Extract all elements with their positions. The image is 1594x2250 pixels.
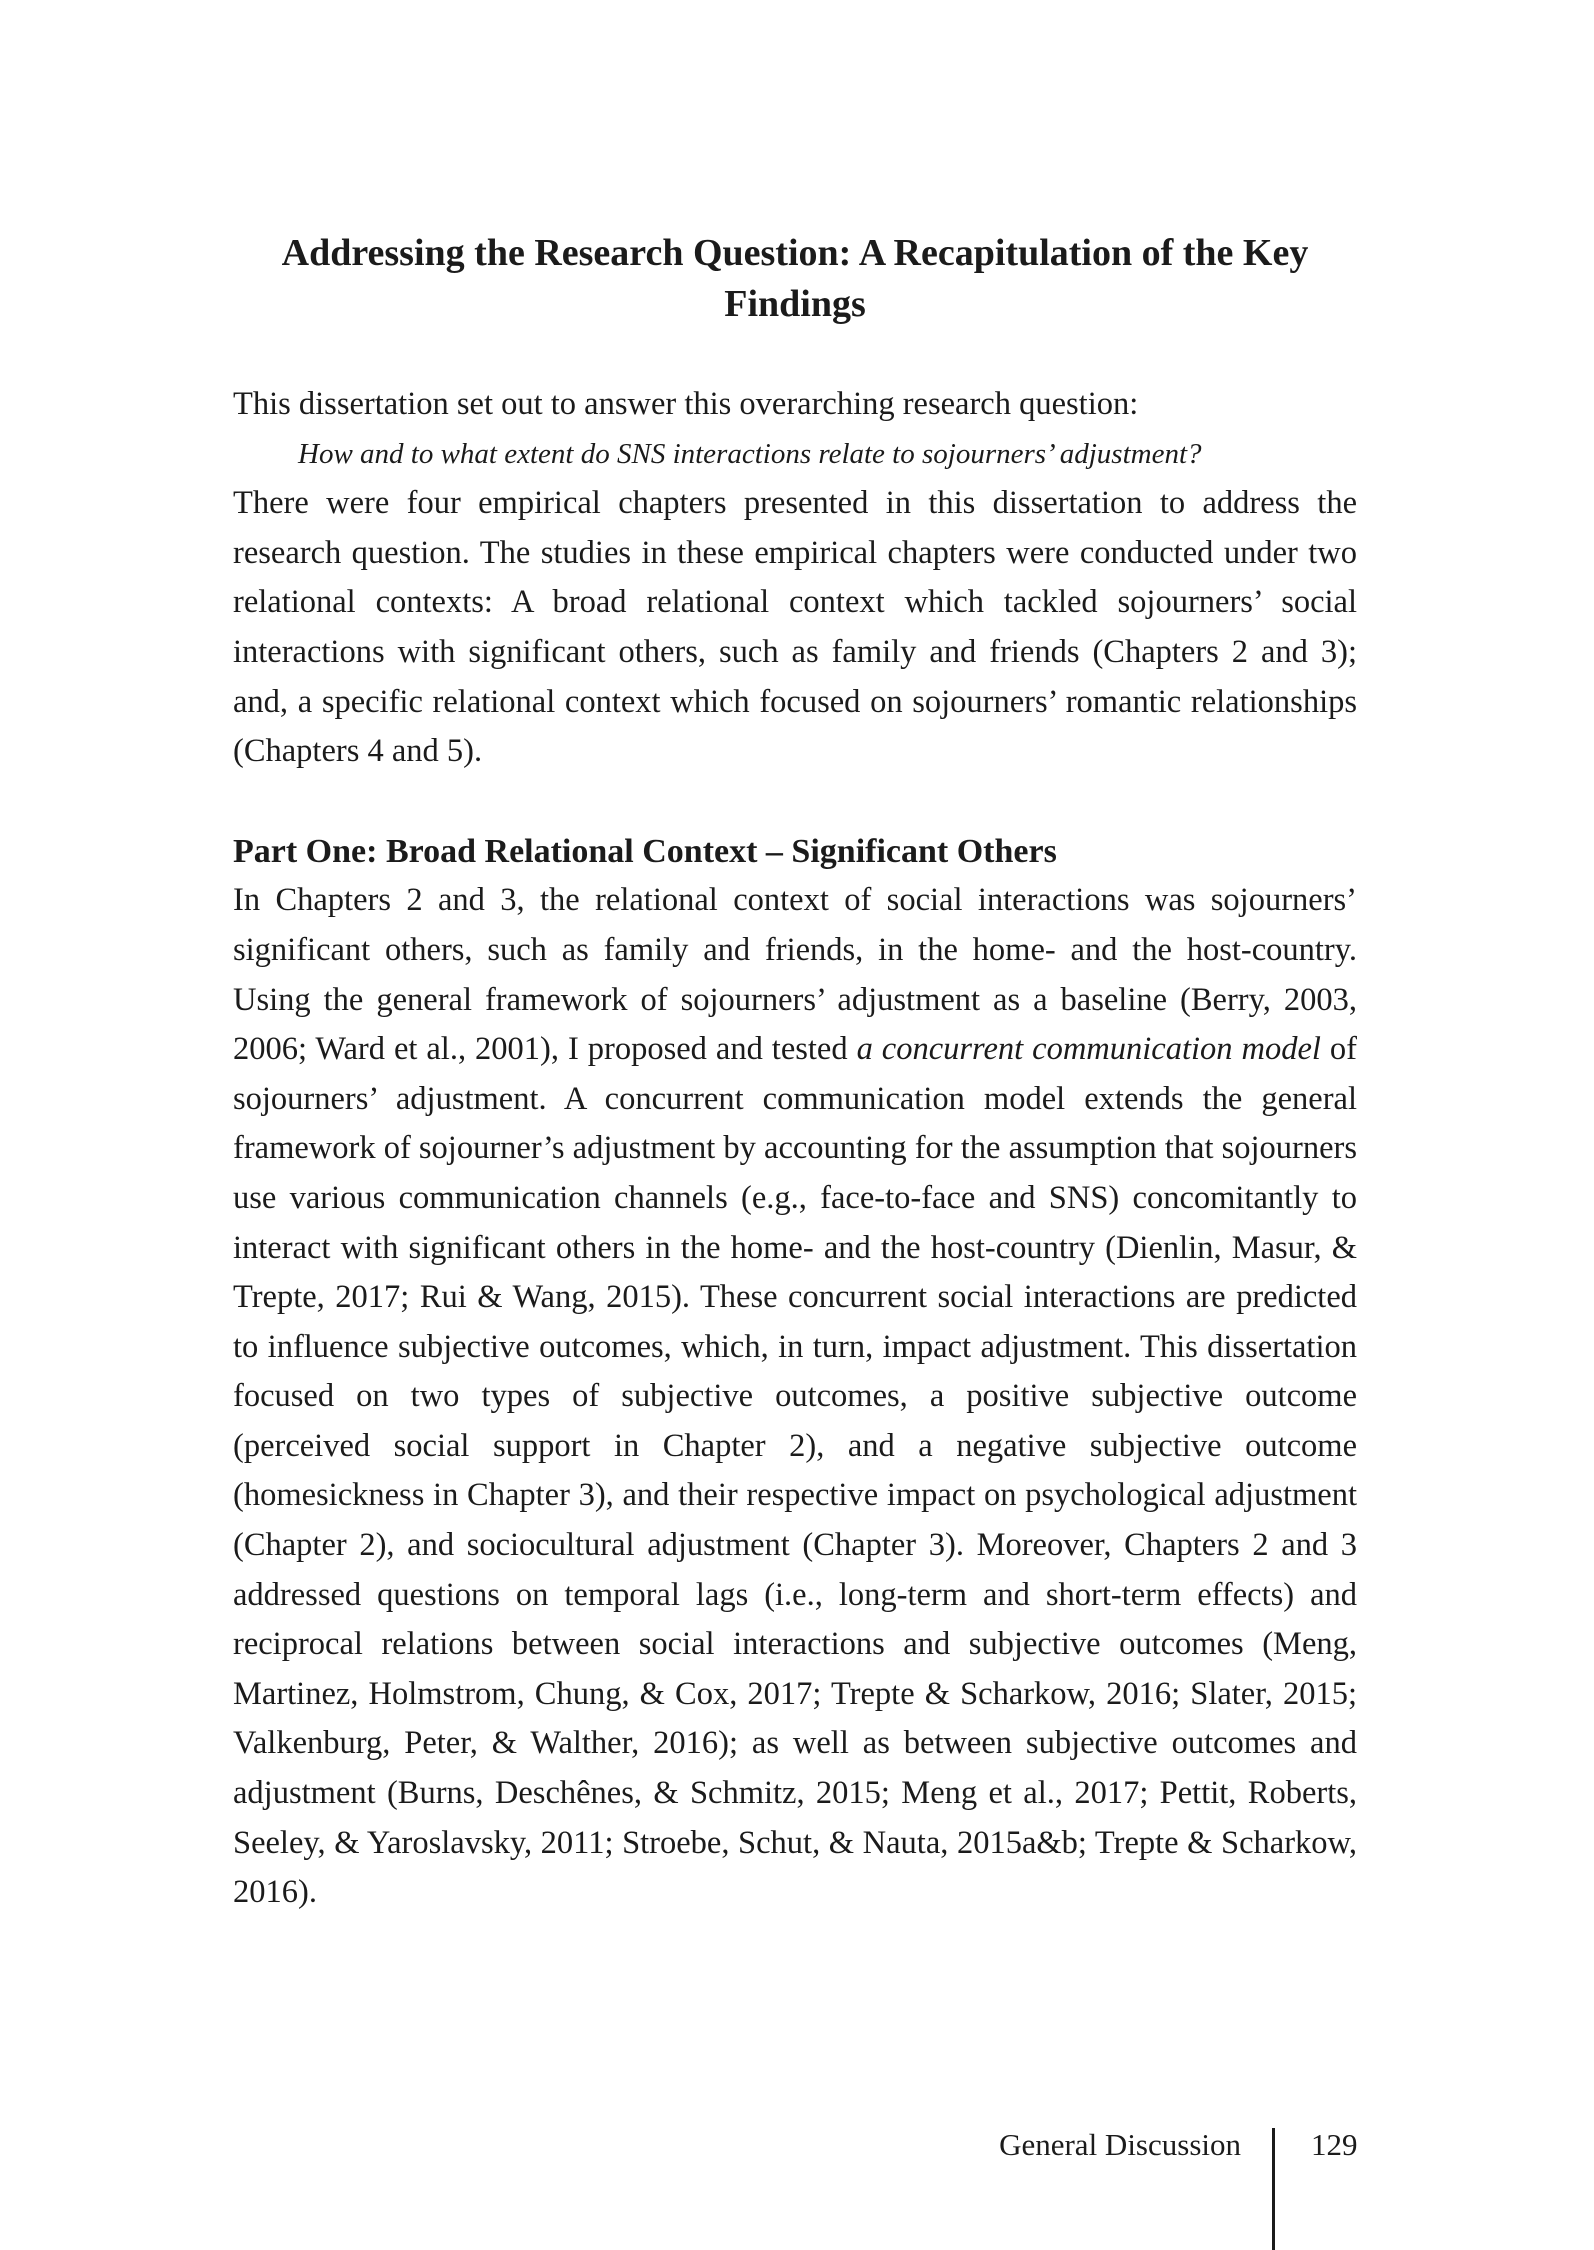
part-one-paragraph [233, 876, 1357, 1917]
footer-divider [1272, 2128, 1275, 2250]
body-text [233, 380, 1357, 1918]
footer-section-title: General Discussion [999, 2127, 1241, 2162]
page-number: 129 [1311, 2127, 1358, 2162]
page-title: Addressing the Research Question: A Recapitulation of the Key Findings [281, 232, 1309, 325]
research-question: How and to what extent do SNS interactions relate to sojourners’ adjustment? [298, 437, 1202, 470]
part-one-text-end: of sojourners’ adjustment. A concurrent communication model extends the general framework of sojourner’s adjustment by accounting for the assumption that sojourners use various communication channels (e.g., face-to-face and SNS) concomitantly to interact with significant others in the home- and the host-country (Dienlin, Masur, & Trepte, 2017; Rui & Wang, 2015). These concurrent social interactions are predicted to influence subjective outcomes, which, in turn, impact adjustment. This dissertation focused on two types of subjective outcomes, a positive subjective outcome (perceived social support in Chapter 2), and a negative subjective outcome (homesickness in Chapter 3), and their respective impact on psychological adjustment (Chapter 2), and sociocultural adjustment (Chapter 3). Moreover, Chapters 2 and 3 addressed questions on temporal lags (i.e., long-term and short-term effects) and reciprocal relations between social interactions and subjective outcomes (Meng, Martinez, Holmstrom, Chung, & Cox, 2017; Trepte & Scharkow, 2016; Slater, 2015; Valkenburg, Peter, & Walther, 2016); as well as between subjective outcomes and adjustment (Burns, Deschênes, & Schmitz, 2015; Meng et al., 2017; Pettit, Roberts, Seeley, & Yaroslavsky, 2011; Stroebe, Schut, & Nauta, 2015a&b; Trepte & Scharkow, 2016). [233, 1031, 1358, 1911]
intro-paragraph: There were four empirical chapters presented in this dissertation to address the research question. The studies in these empirical chapters were conducted under two relational contexts: A broad relational context which tackled sojourners’ social interactions with significant others, such as family and friends (Chapters 2 and 3); and, a specific relational context which focused on sojourners’ romantic relationships (Chapters 4 and 5). [233, 485, 1357, 770]
part-one-text-start: In Chapters 2 and 3, the relational context of social interactions was sojourners’ significant others, such as family and friends, in the home- and the host-country. Using the general framework of sojourners’ adjustment as a baseline (Berry, 2003, 2006; Ward et al., 2001), I proposed and tested [233, 882, 1357, 1068]
part-one-italic-term: a concurrent communication model [856, 1031, 1321, 1068]
intro-lead: This dissertation set out to answer this overarching research question: [233, 386, 1139, 422]
section-heading-part-one: Part One: Broad Relational Context – Significant Others [233, 832, 1057, 870]
